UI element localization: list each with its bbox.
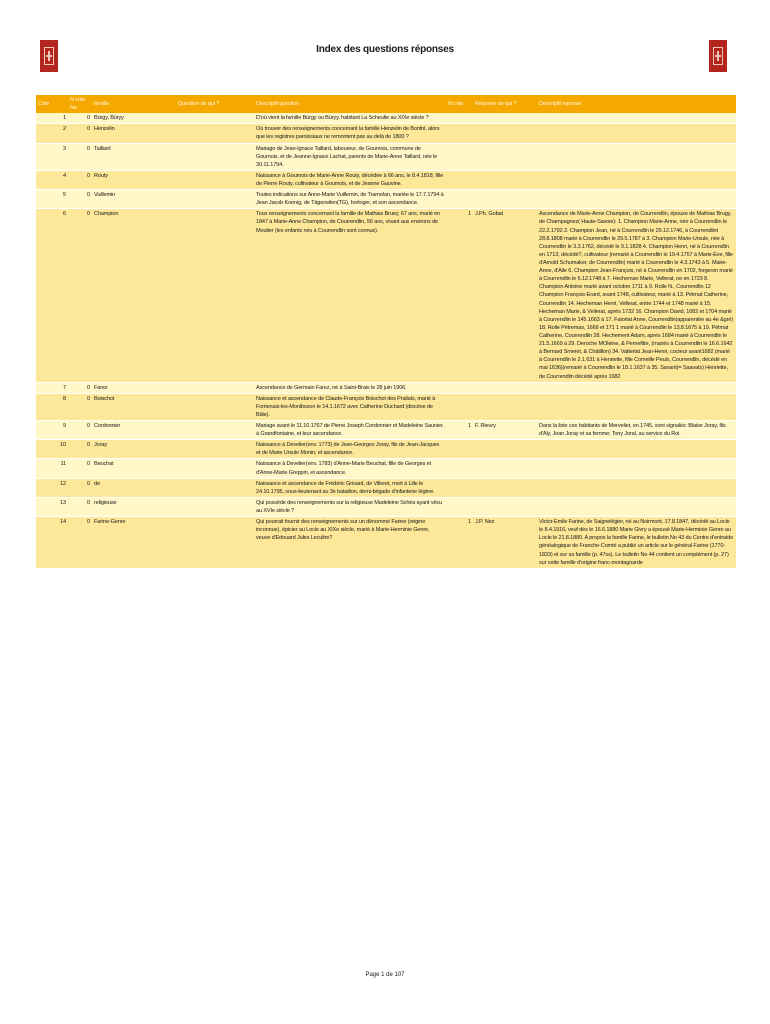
cell-descriptif-reponse <box>537 393 736 420</box>
cell-reponse-qui <box>473 124 537 143</box>
cell-cote-reponse <box>446 190 473 209</box>
cell-famille: Taillard <box>92 143 176 170</box>
cell-cote-no: 0 <box>68 440 92 459</box>
cell-cote: 2 <box>36 124 68 143</box>
cell-cote-reponse <box>446 440 473 459</box>
cell-reponse-qui: J.Ph. Gobat <box>473 209 537 382</box>
cell-cote-no: 0 <box>68 209 92 382</box>
cell-cote-no: 0 <box>68 113 92 124</box>
cell-question-qui <box>176 497 254 516</box>
cell-descriptif-question: Toutes indications sur Anne-Marie Vuillemin, de Tramelan, mariée le 17.7.1794 à Jean Jacob Koenig, de Tägerwilen(TG), horloger, et son ascendance. <box>254 190 446 209</box>
cell-cote-no: 0 <box>68 459 92 478</box>
cell-descriptif-reponse <box>537 478 736 497</box>
cell-cote-no: 0 <box>68 170 92 189</box>
cell-descriptif-question: Naissance à Goumois de Marie-Anne Routy, décédée à 66 ans, le 8.4.1818, fille de Pierre Routy, cultivateur à Goumois, et de Jeanne Gauvine. <box>254 170 446 189</box>
cell-reponse-qui <box>473 478 537 497</box>
table-row <box>36 209 736 382</box>
cell-question-qui <box>176 459 254 478</box>
cell-descriptif-question: Où trouver des renseignements concernant la famille Henzelin de Bonfol, alors que les registres paroissiaux ne remontent pas au delà de 1800 ? <box>254 124 446 143</box>
cell-cote: 4 <box>36 170 68 189</box>
questions-table <box>36 95 736 569</box>
cell-famille: Henzelin <box>92 124 176 143</box>
cell-cote-no: 0 <box>68 421 92 440</box>
cell-descriptif-question: Naissance à Develier(env. 1783) d'Anne-Marie Beuchat, fille de Georges et d'Anne-Marie Greppin, et ascendance. <box>254 459 446 478</box>
table-row <box>36 382 736 393</box>
cell-reponse-qui <box>473 170 537 189</box>
cell-descriptif-reponse <box>537 170 736 189</box>
table-row <box>36 393 736 420</box>
table-row <box>36 113 736 124</box>
table-row <box>36 517 736 569</box>
cell-question-qui <box>176 143 254 170</box>
cell-cote-reponse <box>446 478 473 497</box>
cell-cote-reponse <box>446 124 473 143</box>
cell-descriptif-reponse <box>537 459 736 478</box>
cell-descriptif-reponse: Dans la liste ces habitants de Mervelier, en 1745, sont signalés: Blaise Joray, fils d'Aly, Jean Joray et sa femme; Tony Joral, au service du Roi. <box>537 421 736 440</box>
cell-famille: Farez <box>92 382 176 393</box>
cell-famille: religieuse <box>92 497 176 516</box>
cell-question-qui <box>176 124 254 143</box>
cell-famille: Bürgy, Büryy <box>92 113 176 124</box>
cell-reponse-qui <box>473 497 537 516</box>
cell-famille: Cordonnier <box>92 421 176 440</box>
cell-reponse-qui <box>473 190 537 209</box>
cell-descriptif-reponse <box>537 497 736 516</box>
cell-cote-reponse: 1 <box>446 209 473 382</box>
cell-descriptif-question: Qui pourrait fournir des renseignements sur un dénommé Farine (origine inconnue), épicier au Locle au XIXe siècle, marié à Marie-Herminie Genre, veuve d'Edouard Jules Lecultre? <box>254 517 446 569</box>
table-row <box>36 440 736 459</box>
cell-cote-reponse <box>446 497 473 516</box>
cell-cote-no: 0 <box>68 124 92 143</box>
cell-descriptif-question: Mariage avant le 11.10.1767 de Pierre Joseph Cordonnier et Madeleine Saunier, à Grandfontaine, et leur ascendance. <box>254 421 446 440</box>
cell-cote-reponse <box>446 143 473 170</box>
table-header-row <box>36 95 736 113</box>
cell-cote-no: 0 <box>68 517 92 569</box>
page-title: Index des questions réponses <box>316 44 454 55</box>
cell-famille: Vuillemin <box>92 190 176 209</box>
cell-cote: 3 <box>36 143 68 170</box>
header-famille: famille <box>92 95 176 113</box>
cell-question-qui <box>176 517 254 569</box>
cell-descriptif-reponse <box>537 143 736 170</box>
cell-cote: 13 <box>36 497 68 516</box>
cell-question-qui <box>176 421 254 440</box>
cell-famille: Routy <box>92 170 176 189</box>
table-row <box>36 478 736 497</box>
cell-descriptif-question: Ascendance de Germain Farez, né à Saint-Brais le 28 juin 1906. <box>254 382 446 393</box>
cell-cote: 11 <box>36 459 68 478</box>
cell-cote-no: 0 <box>68 382 92 393</box>
table-row <box>36 190 736 209</box>
cell-descriptif-reponse <box>537 113 736 124</box>
header-descriptif-question: Descriptif question <box>254 95 446 113</box>
cell-descriptif-question: Naissance à Develier(env. 1773) de Jean-Georges Joray, fils de Jean-Jacques et de Marie Ursule Monin, et ascendance. <box>254 440 446 459</box>
cell-descriptif-reponse <box>537 124 736 143</box>
cell-famille: de <box>92 478 176 497</box>
table-row <box>36 459 736 478</box>
header-cote-no: N cote No <box>68 95 92 113</box>
cell-reponse-qui <box>473 393 537 420</box>
cell-descriptif-reponse <box>537 382 736 393</box>
cell-reponse-qui: F. Rieury <box>473 421 537 440</box>
cell-famille: Beuchat <box>92 459 176 478</box>
cell-cote-reponse <box>446 393 473 420</box>
cell-cote-no: 0 <box>68 497 92 516</box>
cell-question-qui <box>176 393 254 420</box>
cell-descriptif-question: Naissance et ascendance de Frédéric Grisard, de Villeret, mort à Lille le 24.10.1795, sous-lieutenant au 3e bataillon, demi-brigade d'infanterie légère. <box>254 478 446 497</box>
cell-cote: 14 <box>36 517 68 569</box>
cell-reponse-qui <box>473 113 537 124</box>
cell-descriptif-question: Tous renseignements concernant la famille de Mathias Bruey, 67 ans, marié en 1847 à Marie-Anne Champion, de Courrendlin, 56 ans, vivant aux environs de Moutier (les enfants nés à Courrendlin sont connus). <box>254 209 446 382</box>
cell-question-qui <box>176 113 254 124</box>
table-row <box>36 421 736 440</box>
cell-cote: 9 <box>36 421 68 440</box>
cell-reponse-qui: J.P. Nez <box>473 517 537 569</box>
cell-cote-no: 0 <box>68 190 92 209</box>
page-number: Page 1 de 107 <box>365 972 405 978</box>
cell-famille: Farine-Genre <box>92 517 176 569</box>
cell-question-qui <box>176 478 254 497</box>
cell-descriptif-reponse: Victor-Emile Farine, de Saignelégier, né au Noirmont, 17.8.1847, décédé au Locle le 8.4.1916, veuf dès le 16.6.1880 Marie Givry a épousé Marie-Herminie Genre au Locle le 21.8.1880. A propos la famille Farine, le bulletin No 43 du Centre d'entraide généalogique de Franche-Comté a publié un article sur le général Farine (1770-1833) et sur sa famille (p. 47ss). Le bulletin No 44 contient un complément (p. 27) sur cette famille d'origine franc-montagnarde <box>537 517 736 569</box>
cell-descriptif-question: Qui possède des renseignements sur la religieuse Madeleine Schira ayant vécu au XVIe siècle ? <box>254 497 446 516</box>
header-cote-reponse: N cote <box>446 95 473 113</box>
cell-question-qui <box>176 382 254 393</box>
cell-cote-reponse: 1 <box>446 421 473 440</box>
cell-cote: 12 <box>36 478 68 497</box>
cell-cote: 6 <box>36 209 68 382</box>
cell-reponse-qui <box>473 382 537 393</box>
cell-reponse-qui <box>473 459 537 478</box>
cell-cote-reponse: 1 <box>446 517 473 569</box>
table-row <box>36 124 736 143</box>
header-descriptif-reponse: Descriptif reponse <box>537 95 736 113</box>
cell-question-qui <box>176 209 254 382</box>
cell-cote-reponse <box>446 170 473 189</box>
cell-famille: Champion <box>92 209 176 382</box>
table-row <box>36 143 736 170</box>
cell-famille: Boischot <box>92 393 176 420</box>
cell-famille: Joray <box>92 440 176 459</box>
cell-reponse-qui <box>473 440 537 459</box>
cell-cote-no: 0 <box>68 393 92 420</box>
cell-descriptif-reponse: Ascendance de Marie-Anne Champion, de Courrendlin, épouse de Mathias Brugy, de Champagnez( Haute-Savoie): 1. Champion Marie-Anne, née à Courrendlin le 22.2.1792 2. Champion Jean, né à Courrendlin le 29.12.1746, à Courrendlint 28.8.1808 marié à Courrendlin le 29.5.1787 à 3. Champion Marie-Ursule, née à Courrendlin le 3.3.1762, décédé le 9.1.1828 4. Champion Henri, né à Courrendlin en 1713, décédé?, cultivateur (remarié à Courrendlin le 19.4.1757 à Marie-Eve, fille d'Arnold Schumaker, de Courrendlin) marié à Courrendlin le 4.3.1743 à 5. Maire-Anne, d'Alle 6. Champion Jean-François, né à Courrendlin en 1702, forgeron marié à Courrendlin le 6.12.1748 à 7. Hecheman Marie, Vellerat, ne en 1723 8. Champion Antoine marié avant octobre 1711 à 9. Rolle N., Courrendlin 12 Champion François-Erard, avant 1748, cultivateur, marié à 13. Pétmat Catherine, Courrendlin 14. Hecheman Henri, Vellerat, entre 1744 et 1748 marié à 15. Hecheman Marie, & Vellerat, après 1732 16. Champion David, 1682 et 1704 marié à Courrendlin le 145.1663 à 17. Fatorlat Anne, Courrendlin(apparentée au 4e &gré) 18. Rolle Pétremas, 1669 et 171 1 marié à Courrendlin le 13.8.1675 à 19. Pétmat Catherine, Courrendlin 28. Hechement Adam, après 1684 marié à Courrendlin le 21.5.1669 à 29. Deroche MOleine, & Pernefitte, (mariés à Courrendlin le 16.6.1642 à Bernard Smeret, & Châtillon) 34. Vatterlat Jean-Henri, cocteur avant1682 (marié à Courrendlin le 2.1.631 à Henriette, fille Comeille Peulx, Courrendlin, décédé en mai 1636)(remarié à Courrendlin le 18.1.1637 à 35. Savant(= Saavats) Henriette, de Courrendlin décédé après 1682 <box>537 209 736 382</box>
cell-descriptif-question: D'où vient la famille Bürgy ou Büryy, habitant La Scheulte au XIXe siècle ? <box>254 113 446 124</box>
cell-descriptif-reponse <box>537 190 736 209</box>
header-question-qui: Question de qui ? <box>176 95 254 113</box>
cell-cote-no: 0 <box>68 143 92 170</box>
cell-descriptif-reponse <box>537 440 736 459</box>
table-row <box>36 170 736 189</box>
cell-descriptif-question: Mariage de Jean-Ignace Taillard, laboureur, de Goumois, commune de Goumois, et de Jeanne-Ignace Lachat, parents de Marie-Anne Taillard, née le 30.11.1794. <box>254 143 446 170</box>
cell-descriptif-question: Naissance et ascendance de Claude-François Boischot des Prailats, marié à Fontenais-les-Monlbozon le 14.1.1672 avec Catherine Duchard (diocèse de Bâle). <box>254 393 446 420</box>
cell-question-qui <box>176 190 254 209</box>
table-row <box>36 497 736 516</box>
header-reponse-qui: Réponse de qui ? <box>473 95 537 113</box>
cell-cote: 10 <box>36 440 68 459</box>
cell-cote: 1 <box>36 113 68 124</box>
cell-cote: 5 <box>36 190 68 209</box>
cell-cote: 7 <box>36 382 68 393</box>
cell-question-qui <box>176 440 254 459</box>
cell-cote: 8 <box>36 393 68 420</box>
cell-question-qui <box>176 170 254 189</box>
cell-reponse-qui <box>473 143 537 170</box>
cell-cote-reponse <box>446 459 473 478</box>
cell-cote-reponse <box>446 382 473 393</box>
cell-cote-reponse <box>446 113 473 124</box>
cell-cote-no: 0 <box>68 478 92 497</box>
header-cote: Cote <box>36 95 68 113</box>
